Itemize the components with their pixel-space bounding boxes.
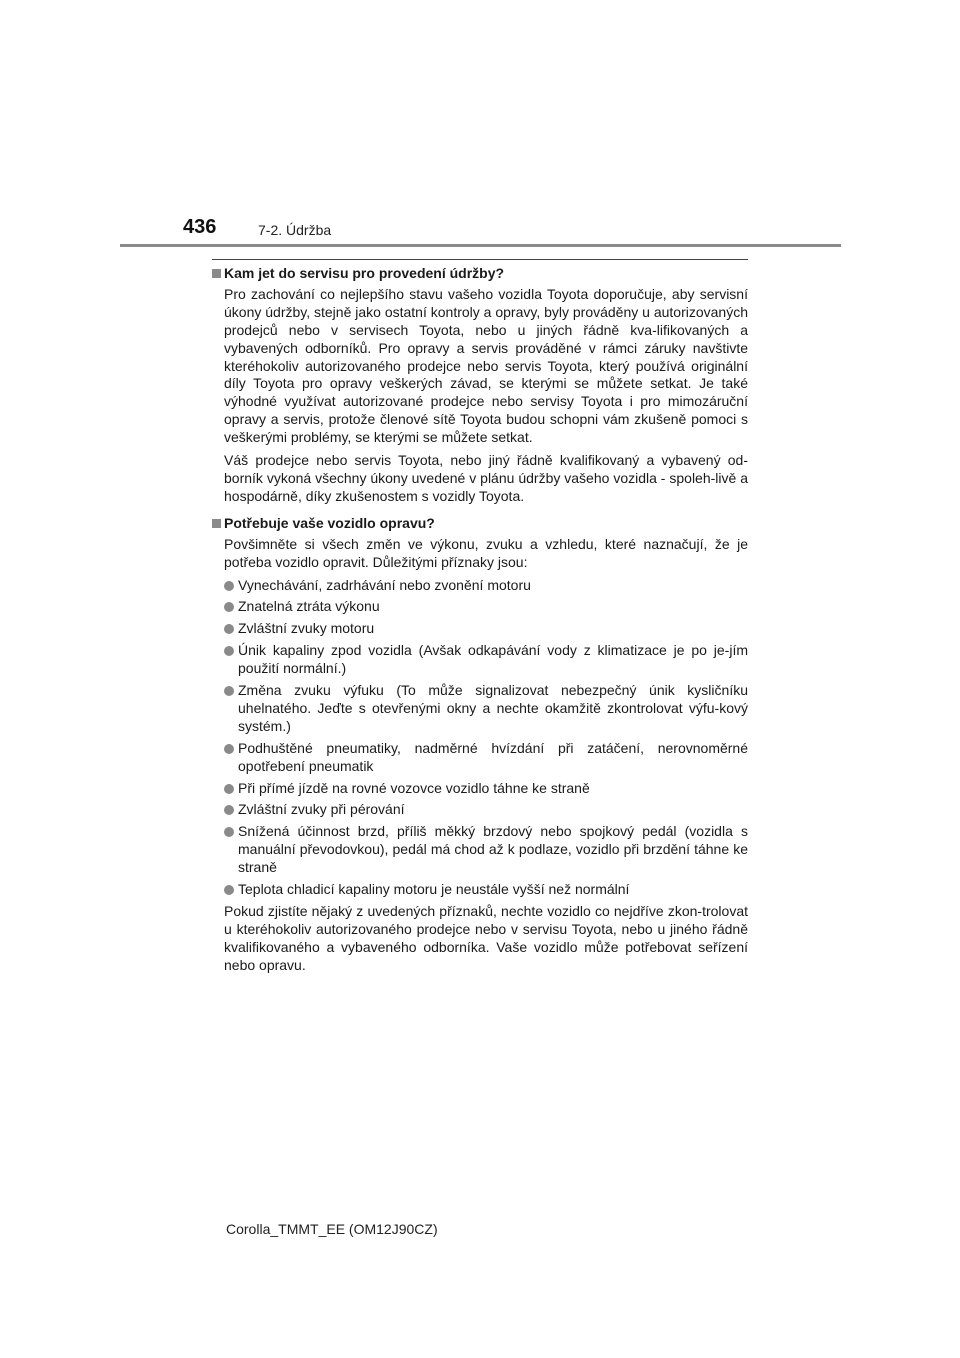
list-item-text: Změna zvuku výfuku (To může signalizovat nebezpečný únik kysličníku uhelnatého. Jeďte s otevřenými okny a nechte okamžitě zkontrolovat výfu-kový systém.) xyxy=(238,682,748,734)
circle-bullet-icon xyxy=(224,805,234,815)
list-item-text: Podhuštěné pneumatiky, nadměrné hvízdání při zatáčení, nerovnoměrné opotřebení pneumatik xyxy=(238,739,748,774)
list-item xyxy=(224,577,748,595)
heading-text: Kam jet do servisu pro provedení údržby? xyxy=(224,265,505,281)
section-title: 7-2. Údržba xyxy=(258,222,332,238)
list-item xyxy=(224,598,748,616)
paragraph: Pro zachování co nejlepšího stavu vašeho vozidla Toyota doporučuje, aby servisní úkony údržby, stejně jako ostatní kontroly a opravy, byly prováděny u autorizovaných prodejců nebo v servisech Toyota, nebo u jiných řádně kva-lifikovaných a vybavených odborníků. Pro opravy a servis prováděné v rámci záruky navštivte kteréhokoliv autorizovaného prodejce nebo servis Toyota, který používá originální díly Toyota pro opravy veškerých závad, se kterými se můžete setkat. Je také výhodné využívat autorizované prodejce nebo servisy Toyota i pro mimozáruční opravy a servis, protože členové sítě Toyota budou schopni vám zkušeně pomoci s veškerými problémy, se kterými se můžete setkat. xyxy=(224,285,748,446)
list-item-text: Teplota chladicí kapaliny motoru je neustále vyšší než normální xyxy=(238,881,630,898)
list-item xyxy=(224,682,748,736)
page-number: 436 xyxy=(183,216,217,238)
list-item-text: Zvláštní zvuky motoru xyxy=(238,620,375,637)
content-rule xyxy=(212,259,748,260)
list-item xyxy=(224,881,748,899)
paragraph: Povšimněte si všech změn ve výkonu, zvuku a vzhledu, které naznačují, že je potřeba vozidlo opravit. Důležitými příznaky jsou: xyxy=(224,535,748,570)
square-bullet-icon xyxy=(212,269,221,278)
list-item-text: Zvláštní zvuky při pérování xyxy=(238,801,405,818)
paragraph: Váš prodejce nebo servis Toyota, nebo jiný řádně kvalifikovaný a vybavený od-borník vykoná všechny úkony uvedené v plánu údržby vašeho vozidla - spoleh-livě a hospodárně, díky zkušenostem s vozidly Toyota. xyxy=(224,452,748,504)
square-bullet-icon xyxy=(212,519,221,528)
circle-bullet-icon xyxy=(224,686,234,696)
circle-bullet-icon xyxy=(224,827,234,837)
list-item-text: Snížená účinnost brzd, příliš měkký brzdový nebo spojkový pedál (vozidla s manuální převodovkou), pedál má chod až k podlaze, vozidlo při brzdění táhne ke straně xyxy=(238,823,748,876)
list-item xyxy=(224,823,748,877)
main-content xyxy=(212,265,748,980)
circle-bullet-icon xyxy=(224,744,234,754)
list-item-text: Znatelná ztráta výkonu xyxy=(238,598,380,615)
list-item xyxy=(224,620,748,638)
list-item xyxy=(224,801,748,819)
header-rule xyxy=(120,244,841,247)
circle-bullet-icon xyxy=(224,624,234,634)
list-item xyxy=(224,642,748,678)
list-item xyxy=(224,740,748,776)
section-heading-repair xyxy=(212,515,748,533)
circle-bullet-icon xyxy=(224,784,234,794)
heading-text: Potřebuje vaše vozidlo opravu? xyxy=(224,514,435,531)
symptom-list xyxy=(224,577,748,900)
list-item-text: Při přímé jízdě na rovné vozovce vozidlo táhne ke straně xyxy=(238,779,590,796)
footer-document-id: Corolla_TMMT_EE (OM12J90CZ) xyxy=(226,1221,438,1237)
list-item-text: Únik kapaliny zpod vozidla (Avšak odkapávání vody z klimatizace je po je-jím použití normální.) xyxy=(238,642,748,677)
circle-bullet-icon xyxy=(224,581,234,591)
paragraph: Pokud zjistíte nějaký z uvedených příznaků, nechte vozidlo co nejdříve zkon-trolovat u kteréhokoliv autorizovaného prodejce nebo v servisu Toyota, nebo u jiného řádně kvalifikovaného a vybaveného odborníka. Vaše vozidlo může potřebovat seřízení nebo opravu. xyxy=(224,903,748,973)
section-heading-service xyxy=(212,265,748,283)
circle-bullet-icon xyxy=(224,602,234,612)
list-item-text: Vynechávání, zadrhávání nebo zvonění motoru xyxy=(238,576,531,593)
circle-bullet-icon xyxy=(224,885,234,895)
list-item xyxy=(224,780,748,798)
circle-bullet-icon xyxy=(224,646,234,656)
